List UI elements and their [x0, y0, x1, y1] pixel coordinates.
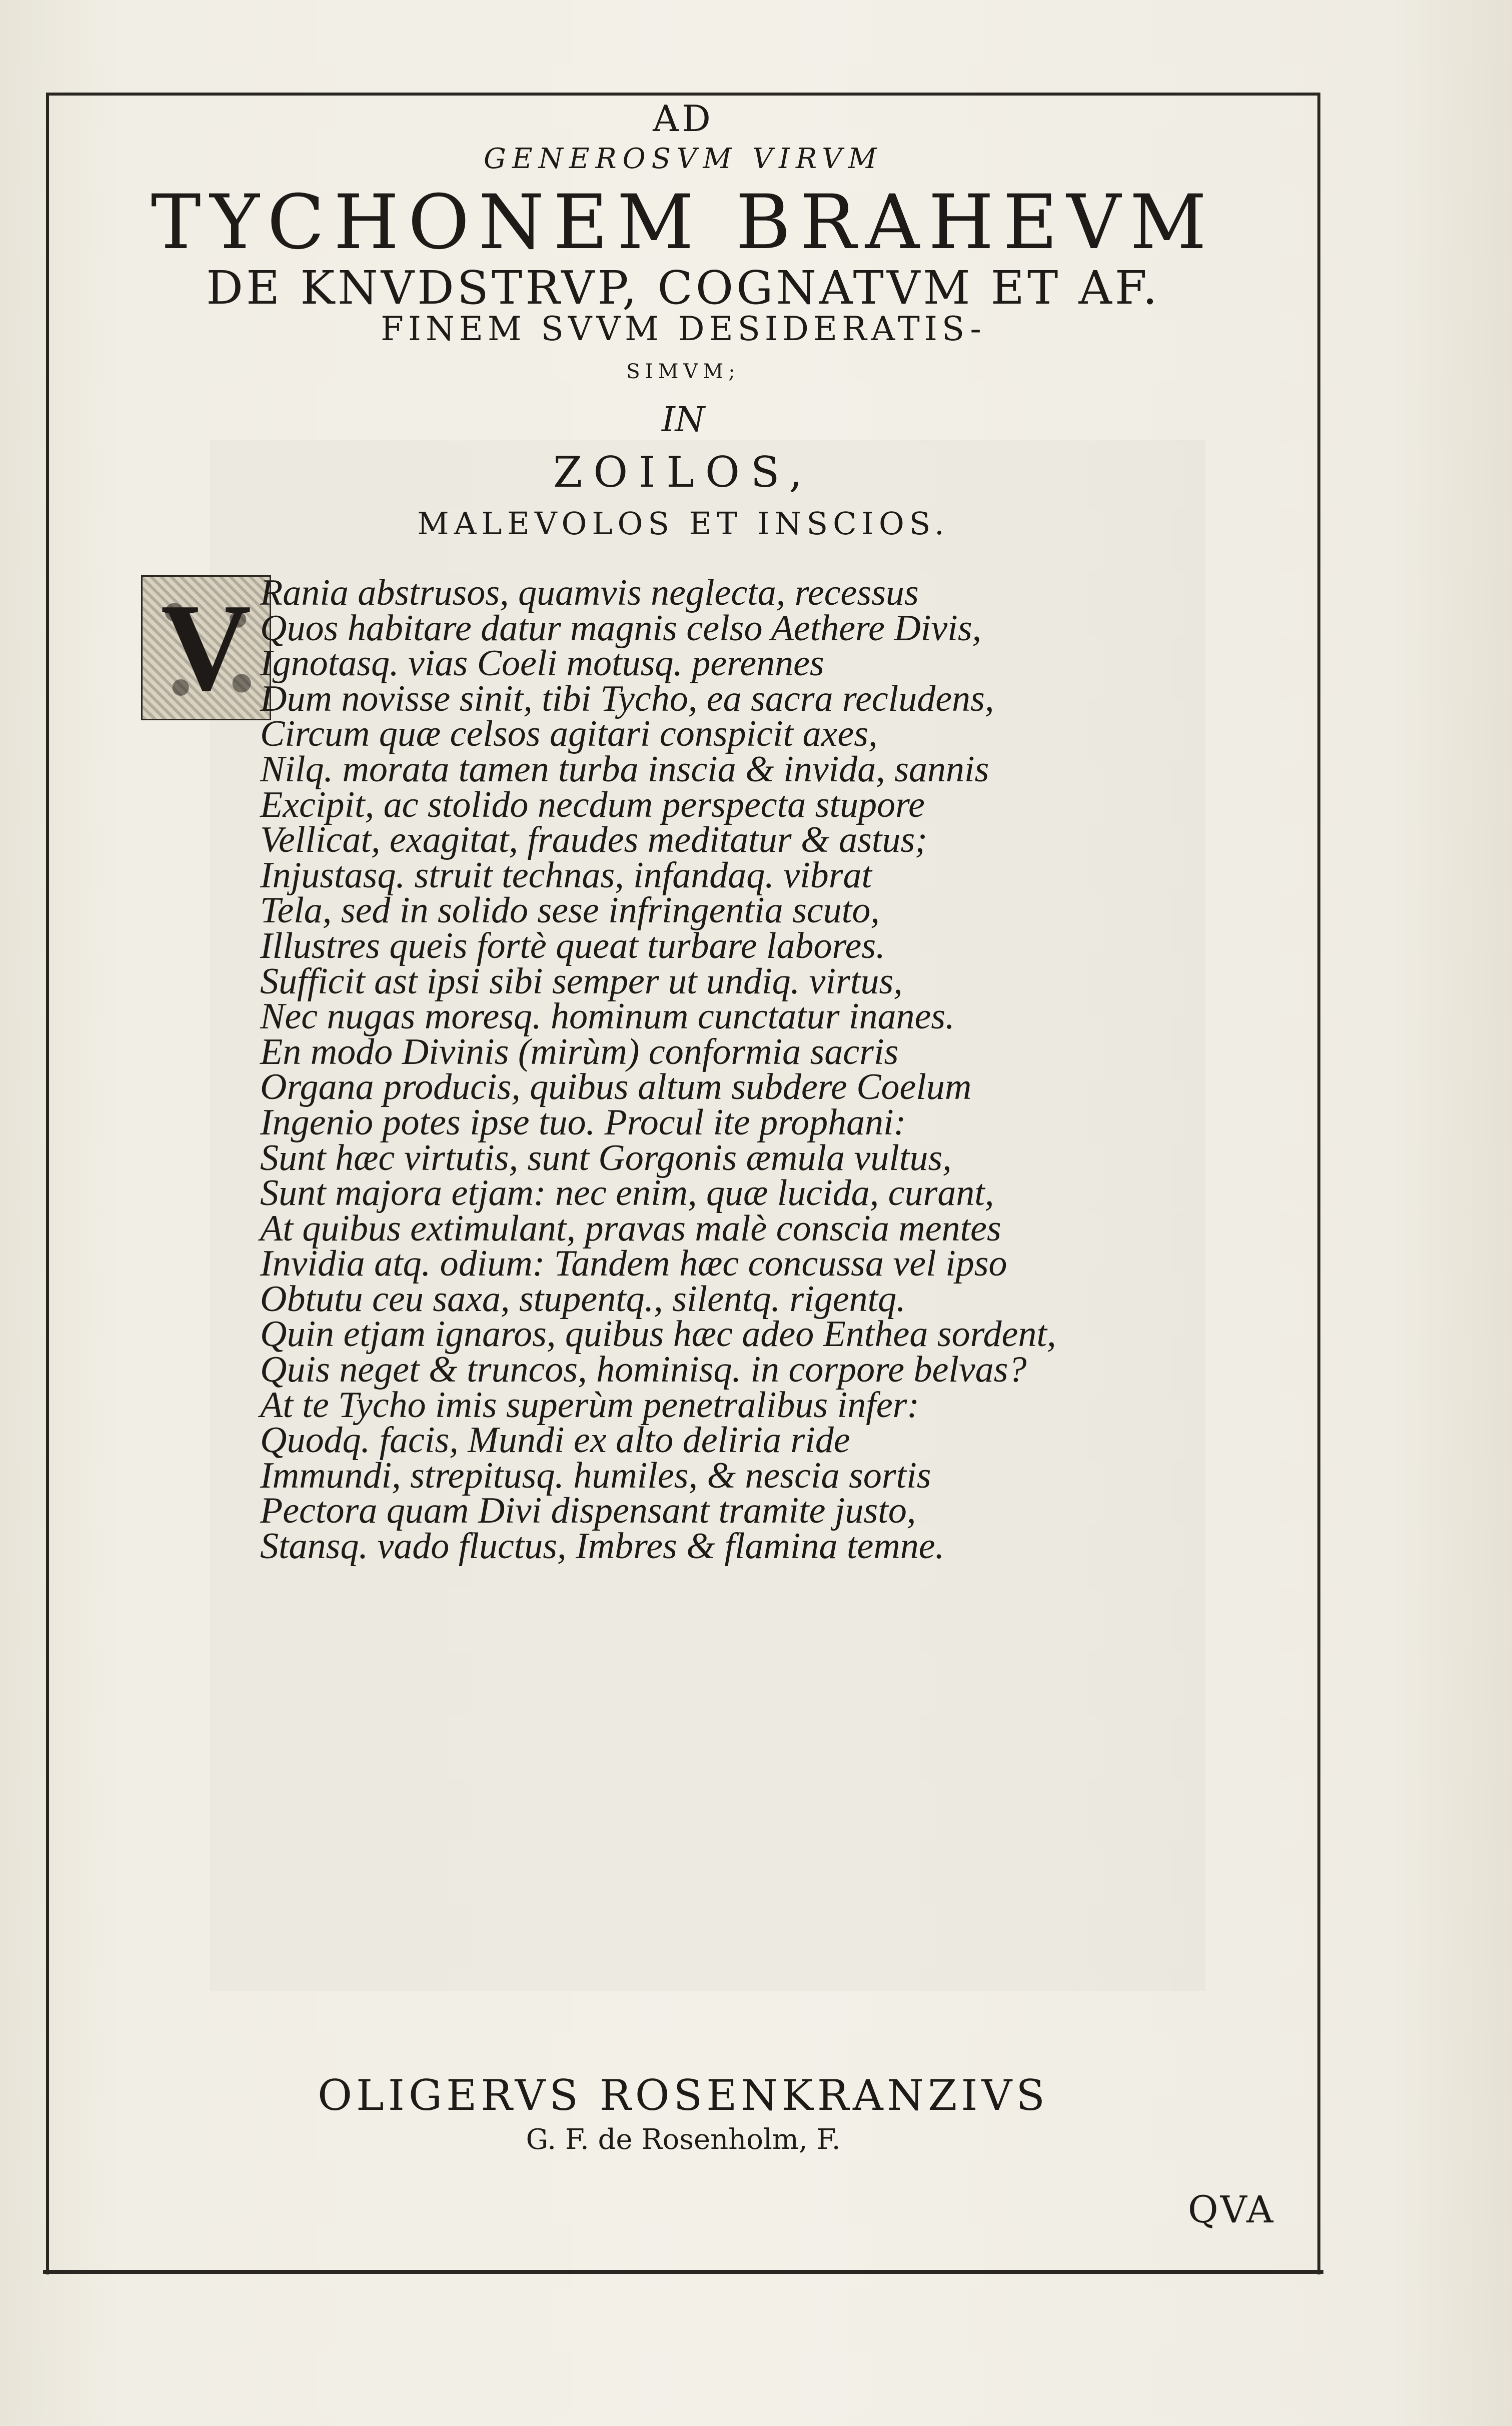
zoilos-heading: ZOILOS, [553, 448, 814, 497]
signature-name: OLIGERVS ROSENKRANZIVS [318, 2071, 1049, 2120]
poem-verse-line: Injustasq. struit technas, infandaq. vibrat [260, 854, 872, 896]
poem-verse-line: Rania abstrusos, quamvis neglecta, recessus [260, 572, 919, 613]
decorated-initial [141, 575, 271, 720]
poem-verse-line: Quis neget & truncos, hominisq. in corpore belvas? [260, 1349, 1027, 1391]
poem-verses [260, 572, 1290, 1567]
poem-verse-line: Quos habitare datur magnis celso Aethere Divis, [260, 607, 982, 649]
poem-verse-line: Organa producis, quibus altum subdere Coelum [260, 1066, 972, 1108]
poem-verse-line: Stansq. vado fluctus, Imbres & flamina temne. [260, 1526, 945, 1567]
poem-verse-line: Dum novisse sinit, tibi Tycho, ea sacra recludens, [260, 678, 994, 719]
poem-verse-line: Ingenio potes ipse tuo. Procul ite prophani: [260, 1101, 906, 1143]
dedication-line-3: SIMVM; [626, 360, 740, 383]
poem-verse-line: Ignotasq. vias Coeli motusq. perennes [260, 643, 824, 684]
poem-verse-line: At quibus extimulant, pravas malè conscia mentes [260, 1207, 1001, 1249]
poem-verse-line: Vellicat, exagitat, fraudes meditatur & astus; [260, 819, 927, 861]
poem-verse-line: Circum quæ celsos agitari conspicit axes, [260, 713, 878, 755]
in-heading: IN [661, 400, 705, 440]
dedication-line-2: FINEM SVVM DESIDERATIS- [381, 310, 986, 348]
poem-verse-line: Invidia atq. odium: Tandem hæc concussa vel ipso [260, 1243, 1007, 1285]
catchword: QVA [1188, 2188, 1275, 2231]
poem-verse-line: At te Tycho imis superùm penetralibus infer: [260, 1384, 920, 1426]
signature-line: G. F. de Rosenholm, F. [526, 2123, 841, 2156]
dedication-line-1: DE KNVDSTRVP, COGNATVM ET AF. [206, 261, 1160, 315]
poem-verse-line: Sufficit ast ipsi sibi semper ut undiq. virtus, [260, 960, 903, 1002]
poem-verse-line: Quin etjam ignaros, quibus hæc adeo Enthea sordent, [260, 1314, 1056, 1355]
decorated-initial-letter: V [161, 578, 252, 717]
poem-verse-line: Nilq. morata tamen turba inscia & invida, sannis [260, 748, 989, 790]
poem-verse-line: Pectora quam Divi dispensant tramite justo, [260, 1490, 916, 1532]
poem-verse-line: Immundi, strepitusq. humiles, & nescia sortis [260, 1455, 931, 1496]
dedication-name: TYCHONEM BRAHEVM [151, 179, 1216, 266]
poem-verse-line: Illustres queis fortè queat turbare labores. [260, 925, 885, 966]
dedication-generosum: GENEROSVM VIRVM [483, 143, 883, 175]
poem-verse-line: Excipit, ac stolido necdum perspecta stupore [260, 784, 925, 825]
malevolos-heading: MALEVOLOS ET INSCIOS. [417, 505, 949, 542]
poem-verse-line: En modo Divinis (mirùm) conformia sacris [260, 1031, 899, 1072]
poem-verse-line: Quodq. facis, Mundi ex alto deliria ride [260, 1420, 850, 1461]
page-border-bottom-rule [43, 2270, 1323, 2274]
poem-verse-line: Tela, sed in solido sese infringentia scuto, [260, 890, 880, 931]
dedication-ad: AD [653, 98, 714, 140]
poem-verse-line: Sunt hæc virtutis, sunt Gorgonis æmula vultus, [260, 1137, 952, 1178]
poem-verse-line: Nec nugas moresq. hominum cunctatur inanes. [260, 996, 955, 1037]
poem-verse-line: Obtutu ceu saxa, stupentq., silentq. rigentq. [260, 1278, 906, 1320]
poem-verse-line: Sunt majora etjam: nec enim, quæ lucida, curant, [260, 1172, 994, 1214]
